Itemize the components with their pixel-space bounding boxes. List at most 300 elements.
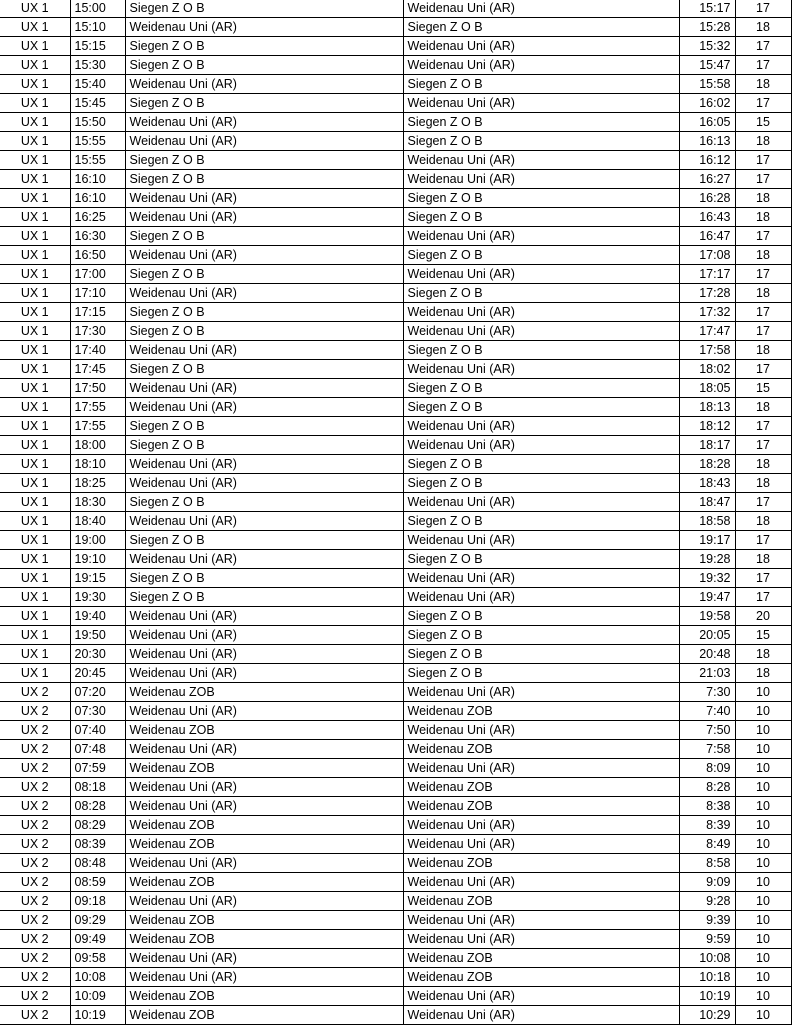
table-row [0,873,791,892]
departure-time-cell: 16:50 [70,246,125,265]
destination-stop-cell: Siegen Z O B [403,398,679,417]
origin-stop-cell: Weidenau Uni (AR) [125,664,403,683]
arrival-time-cell: 19:58 [679,607,735,626]
origin-stop-cell: Weidenau ZOB [125,1006,403,1025]
origin-stop-cell: Weidenau Uni (AR) [125,892,403,911]
table-row [0,968,791,987]
departure-time-cell: 18:40 [70,512,125,531]
destination-stop-cell: Siegen Z O B [403,284,679,303]
table-row [0,75,791,94]
destination-stop-cell: Weidenau Uni (AR) [403,493,679,512]
table-row [0,797,791,816]
origin-stop-cell: Weidenau Uni (AR) [125,398,403,417]
arrival-time-cell: 18:13 [679,398,735,417]
origin-stop-cell: Weidenau ZOB [125,721,403,740]
arrival-time-cell: 9:39 [679,911,735,930]
table-row [0,208,791,227]
destination-stop-cell: Siegen Z O B [403,75,679,94]
destination-stop-cell: Weidenau Uni (AR) [403,569,679,588]
duration-cell: 10 [735,721,791,740]
arrival-time-cell: 7:40 [679,702,735,721]
origin-stop-cell: Weidenau Uni (AR) [125,189,403,208]
table-row [0,702,791,721]
table-row [0,265,791,284]
table-row [0,721,791,740]
arrival-time-cell: 10:18 [679,968,735,987]
duration-cell: 18 [735,341,791,360]
departure-time-cell: 15:50 [70,113,125,132]
duration-cell: 10 [735,892,791,911]
duration-cell: 20 [735,607,791,626]
duration-cell: 17 [735,493,791,512]
origin-stop-cell: Weidenau Uni (AR) [125,341,403,360]
arrival-time-cell: 17:47 [679,322,735,341]
destination-stop-cell: Siegen Z O B [403,607,679,626]
departure-time-cell: 19:40 [70,607,125,626]
destination-stop-cell: Siegen Z O B [403,113,679,132]
destination-stop-cell: Weidenau ZOB [403,702,679,721]
line-cell: UX 1 [0,18,70,37]
line-cell: UX 2 [0,911,70,930]
departure-time-cell: 09:29 [70,911,125,930]
origin-stop-cell: Weidenau ZOB [125,911,403,930]
arrival-time-cell: 8:09 [679,759,735,778]
line-cell: UX 1 [0,379,70,398]
origin-stop-cell: Weidenau Uni (AR) [125,113,403,132]
destination-stop-cell: Siegen Z O B [403,246,679,265]
departure-time-cell: 16:10 [70,170,125,189]
duration-cell: 17 [735,588,791,607]
arrival-time-cell: 21:03 [679,664,735,683]
line-cell: UX 1 [0,94,70,113]
departure-time-cell: 20:45 [70,664,125,683]
line-cell: UX 1 [0,588,70,607]
line-cell: UX 2 [0,816,70,835]
duration-cell: 17 [735,360,791,379]
origin-stop-cell: Weidenau ZOB [125,835,403,854]
destination-stop-cell: Weidenau Uni (AR) [403,835,679,854]
origin-stop-cell: Weidenau Uni (AR) [125,854,403,873]
departure-time-cell: 19:10 [70,550,125,569]
line-cell: UX 1 [0,341,70,360]
line-cell: UX 1 [0,189,70,208]
destination-stop-cell: Siegen Z O B [403,208,679,227]
origin-stop-cell: Weidenau ZOB [125,816,403,835]
line-cell: UX 1 [0,626,70,645]
table-row [0,607,791,626]
origin-stop-cell: Weidenau Uni (AR) [125,379,403,398]
line-cell: UX 2 [0,949,70,968]
departure-time-cell: 09:49 [70,930,125,949]
table-row [0,18,791,37]
table-row [0,987,791,1006]
departure-time-cell: 10:08 [70,968,125,987]
origin-stop-cell: Siegen Z O B [125,151,403,170]
table-row [0,132,791,151]
duration-cell: 15 [735,113,791,132]
duration-cell: 18 [735,246,791,265]
duration-cell: 10 [735,797,791,816]
destination-stop-cell: Siegen Z O B [403,512,679,531]
arrival-time-cell: 10:19 [679,987,735,1006]
origin-stop-cell: Siegen Z O B [125,360,403,379]
line-cell: UX 2 [0,740,70,759]
arrival-time-cell: 15:32 [679,37,735,56]
line-cell: UX 1 [0,132,70,151]
origin-stop-cell: Weidenau Uni (AR) [125,132,403,151]
arrival-time-cell: 8:38 [679,797,735,816]
destination-stop-cell: Weidenau Uni (AR) [403,151,679,170]
arrival-time-cell: 16:28 [679,189,735,208]
destination-stop-cell: Weidenau Uni (AR) [403,227,679,246]
table-row [0,930,791,949]
origin-stop-cell: Weidenau ZOB [125,873,403,892]
arrival-time-cell: 20:05 [679,626,735,645]
departure-time-cell: 15:45 [70,94,125,113]
duration-cell: 15 [735,379,791,398]
arrival-time-cell: 15:17 [679,0,735,18]
table-row [0,56,791,75]
arrival-time-cell: 7:58 [679,740,735,759]
departure-time-cell: 17:55 [70,417,125,436]
duration-cell: 18 [735,664,791,683]
origin-stop-cell: Weidenau Uni (AR) [125,474,403,493]
departure-time-cell: 17:15 [70,303,125,322]
duration-cell: 18 [735,398,791,417]
line-cell: UX 1 [0,474,70,493]
destination-stop-cell: Siegen Z O B [403,474,679,493]
arrival-time-cell: 19:28 [679,550,735,569]
origin-stop-cell: Siegen Z O B [125,37,403,56]
arrival-time-cell: 18:05 [679,379,735,398]
origin-stop-cell: Weidenau Uni (AR) [125,968,403,987]
table-row [0,398,791,417]
line-cell: UX 1 [0,360,70,379]
duration-cell: 17 [735,569,791,588]
destination-stop-cell: Weidenau Uni (AR) [403,436,679,455]
line-cell: UX 2 [0,683,70,702]
arrival-time-cell: 17:17 [679,265,735,284]
duration-cell: 15 [735,626,791,645]
line-cell: UX 2 [0,987,70,1006]
arrival-time-cell: 16:05 [679,113,735,132]
arrival-time-cell: 9:09 [679,873,735,892]
destination-stop-cell: Weidenau Uni (AR) [403,37,679,56]
table-row [0,550,791,569]
duration-cell: 10 [735,835,791,854]
duration-cell: 18 [735,189,791,208]
duration-cell: 17 [735,94,791,113]
departure-time-cell: 08:48 [70,854,125,873]
destination-stop-cell: Siegen Z O B [403,455,679,474]
table-row [0,341,791,360]
line-cell: UX 2 [0,721,70,740]
duration-cell: 18 [735,284,791,303]
duration-cell: 17 [735,170,791,189]
table-row [0,892,791,911]
arrival-time-cell: 16:12 [679,151,735,170]
departure-time-cell: 17:50 [70,379,125,398]
destination-stop-cell: Weidenau Uni (AR) [403,1006,679,1025]
line-cell: UX 1 [0,607,70,626]
departure-time-cell: 16:25 [70,208,125,227]
duration-cell: 10 [735,930,791,949]
line-cell: UX 1 [0,0,70,18]
destination-stop-cell: Weidenau Uni (AR) [403,322,679,341]
destination-stop-cell: Weidenau Uni (AR) [403,588,679,607]
line-cell: UX 1 [0,455,70,474]
destination-stop-cell: Weidenau Uni (AR) [403,417,679,436]
departure-time-cell: 17:45 [70,360,125,379]
origin-stop-cell: Weidenau Uni (AR) [125,949,403,968]
origin-stop-cell: Siegen Z O B [125,436,403,455]
origin-stop-cell: Weidenau Uni (AR) [125,626,403,645]
destination-stop-cell: Weidenau ZOB [403,854,679,873]
arrival-time-cell: 15:58 [679,75,735,94]
table-row [0,227,791,246]
origin-stop-cell: Weidenau Uni (AR) [125,550,403,569]
destination-stop-cell: Weidenau ZOB [403,949,679,968]
origin-stop-cell: Weidenau ZOB [125,987,403,1006]
table-row [0,474,791,493]
origin-stop-cell: Siegen Z O B [125,569,403,588]
table-row [0,759,791,778]
duration-cell: 10 [735,949,791,968]
line-cell: UX 2 [0,778,70,797]
table-row [0,417,791,436]
departure-time-cell: 08:18 [70,778,125,797]
duration-cell: 18 [735,474,791,493]
destination-stop-cell: Weidenau Uni (AR) [403,930,679,949]
duration-cell: 17 [735,531,791,550]
line-cell: UX 1 [0,417,70,436]
line-cell: UX 1 [0,265,70,284]
duration-cell: 17 [735,151,791,170]
arrival-time-cell: 8:39 [679,816,735,835]
origin-stop-cell: Siegen Z O B [125,56,403,75]
table-row [0,284,791,303]
destination-stop-cell: Weidenau Uni (AR) [403,987,679,1006]
table-row [0,854,791,873]
departure-time-cell: 07:48 [70,740,125,759]
line-cell: UX 1 [0,151,70,170]
origin-stop-cell: Siegen Z O B [125,322,403,341]
line-cell: UX 1 [0,113,70,132]
destination-stop-cell: Weidenau Uni (AR) [403,531,679,550]
duration-cell: 17 [735,227,791,246]
arrival-time-cell: 19:47 [679,588,735,607]
table-row [0,1006,791,1025]
departure-time-cell: 15:00 [70,0,125,18]
destination-stop-cell: Weidenau Uni (AR) [403,911,679,930]
destination-stop-cell: Weidenau Uni (AR) [403,816,679,835]
duration-cell: 17 [735,56,791,75]
line-cell: UX 2 [0,892,70,911]
duration-cell: 18 [735,132,791,151]
table-row [0,740,791,759]
duration-cell: 10 [735,702,791,721]
departure-time-cell: 16:30 [70,227,125,246]
line-cell: UX 1 [0,37,70,56]
table-row [0,493,791,512]
line-cell: UX 1 [0,645,70,664]
origin-stop-cell: Weidenau Uni (AR) [125,607,403,626]
duration-cell: 17 [735,322,791,341]
line-cell: UX 2 [0,797,70,816]
origin-stop-cell: Weidenau Uni (AR) [125,778,403,797]
arrival-time-cell: 17:32 [679,303,735,322]
origin-stop-cell: Weidenau Uni (AR) [125,284,403,303]
destination-stop-cell: Weidenau ZOB [403,740,679,759]
table-row [0,664,791,683]
table-row [0,246,791,265]
departure-time-cell: 07:59 [70,759,125,778]
departure-time-cell: 19:50 [70,626,125,645]
duration-cell: 17 [735,417,791,436]
destination-stop-cell: Siegen Z O B [403,550,679,569]
table-row [0,455,791,474]
departure-time-cell: 08:39 [70,835,125,854]
arrival-time-cell: 16:02 [679,94,735,113]
line-cell: UX 1 [0,56,70,75]
arrival-time-cell: 18:43 [679,474,735,493]
arrival-time-cell: 18:02 [679,360,735,379]
duration-cell: 18 [735,550,791,569]
destination-stop-cell: Siegen Z O B [403,18,679,37]
duration-cell: 18 [735,18,791,37]
arrival-time-cell: 18:58 [679,512,735,531]
destination-stop-cell: Weidenau Uni (AR) [403,265,679,284]
line-cell: UX 1 [0,303,70,322]
destination-stop-cell: Weidenau Uni (AR) [403,0,679,18]
departure-time-cell: 15:10 [70,18,125,37]
arrival-time-cell: 7:30 [679,683,735,702]
departure-time-cell: 10:09 [70,987,125,1006]
table-row [0,436,791,455]
departure-time-cell: 17:30 [70,322,125,341]
destination-stop-cell: Siegen Z O B [403,379,679,398]
line-cell: UX 1 [0,531,70,550]
destination-stop-cell: Weidenau Uni (AR) [403,56,679,75]
duration-cell: 17 [735,37,791,56]
departure-time-cell: 08:59 [70,873,125,892]
departure-time-cell: 07:30 [70,702,125,721]
arrival-time-cell: 9:59 [679,930,735,949]
table-row [0,588,791,607]
arrival-time-cell: 18:28 [679,455,735,474]
departure-time-cell: 08:29 [70,816,125,835]
destination-stop-cell: Weidenau Uni (AR) [403,303,679,322]
departure-time-cell: 08:28 [70,797,125,816]
departure-time-cell: 15:15 [70,37,125,56]
destination-stop-cell: Weidenau Uni (AR) [403,170,679,189]
destination-stop-cell: Weidenau Uni (AR) [403,360,679,379]
duration-cell: 18 [735,455,791,474]
origin-stop-cell: Siegen Z O B [125,170,403,189]
line-cell: UX 1 [0,550,70,569]
table-row [0,512,791,531]
line-cell: UX 2 [0,930,70,949]
table-row [0,569,791,588]
line-cell: UX 2 [0,835,70,854]
departure-time-cell: 09:18 [70,892,125,911]
origin-stop-cell: Siegen Z O B [125,303,403,322]
origin-stop-cell: Siegen Z O B [125,227,403,246]
table-row [0,360,791,379]
origin-stop-cell: Weidenau Uni (AR) [125,246,403,265]
origin-stop-cell: Weidenau ZOB [125,930,403,949]
table-row [0,303,791,322]
table-row [0,322,791,341]
departure-time-cell: 18:10 [70,455,125,474]
destination-stop-cell: Weidenau Uni (AR) [403,94,679,113]
destination-stop-cell: Weidenau Uni (AR) [403,721,679,740]
departure-time-cell: 07:20 [70,683,125,702]
arrival-time-cell: 16:43 [679,208,735,227]
duration-cell: 18 [735,75,791,94]
departure-time-cell: 15:55 [70,132,125,151]
line-cell: UX 1 [0,246,70,265]
line-cell: UX 2 [0,873,70,892]
duration-cell: 18 [735,208,791,227]
duration-cell: 17 [735,436,791,455]
arrival-time-cell: 7:50 [679,721,735,740]
destination-stop-cell: Weidenau ZOB [403,892,679,911]
table-row [0,835,791,854]
duration-cell: 10 [735,873,791,892]
arrival-time-cell: 17:08 [679,246,735,265]
arrival-time-cell: 20:48 [679,645,735,664]
departure-time-cell: 17:10 [70,284,125,303]
line-cell: UX 1 [0,284,70,303]
origin-stop-cell: Siegen Z O B [125,0,403,18]
origin-stop-cell: Weidenau ZOB [125,759,403,778]
departure-time-cell: 07:40 [70,721,125,740]
duration-cell: 10 [735,987,791,1006]
duration-cell: 17 [735,265,791,284]
origin-stop-cell: Weidenau ZOB [125,683,403,702]
origin-stop-cell: Siegen Z O B [125,531,403,550]
destination-stop-cell: Weidenau Uni (AR) [403,683,679,702]
table-row [0,94,791,113]
destination-stop-cell: Siegen Z O B [403,626,679,645]
origin-stop-cell: Siegen Z O B [125,417,403,436]
arrival-time-cell: 17:58 [679,341,735,360]
departure-time-cell: 15:40 [70,75,125,94]
arrival-time-cell: 18:12 [679,417,735,436]
table-row [0,0,791,18]
departure-time-cell: 16:10 [70,189,125,208]
departure-time-cell: 18:25 [70,474,125,493]
origin-stop-cell: Weidenau Uni (AR) [125,702,403,721]
origin-stop-cell: Siegen Z O B [125,94,403,113]
line-cell: UX 1 [0,208,70,227]
table-row [0,911,791,930]
duration-cell: 10 [735,1006,791,1025]
departure-time-cell: 19:15 [70,569,125,588]
line-cell: UX 2 [0,702,70,721]
table-row [0,645,791,664]
arrival-time-cell: 16:47 [679,227,735,246]
arrival-time-cell: 16:13 [679,132,735,151]
duration-cell: 10 [735,740,791,759]
arrival-time-cell: 17:28 [679,284,735,303]
destination-stop-cell: Weidenau Uni (AR) [403,759,679,778]
arrival-time-cell: 16:27 [679,170,735,189]
departure-time-cell: 19:30 [70,588,125,607]
line-cell: UX 1 [0,227,70,246]
origin-stop-cell: Weidenau Uni (AR) [125,208,403,227]
